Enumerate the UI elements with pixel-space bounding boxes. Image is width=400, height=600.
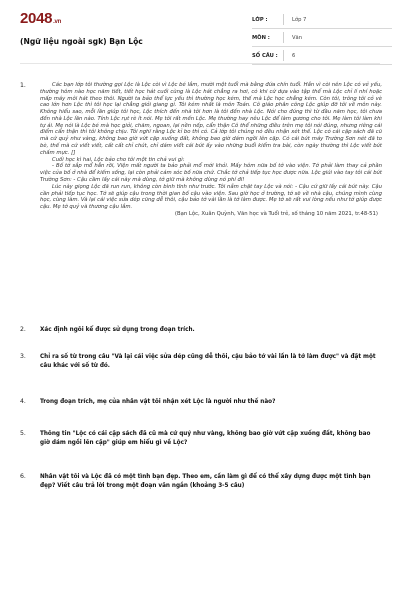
meta-label: LỚP :: [252, 16, 268, 23]
question-text: Nhân vật tôi và Lộc đã có một tình bạn đẹp. Theo em, cần làm gì để có thể xây dựng được một tình bạn đẹp? Viết câu trả lời trong một đoạn văn ngắn (khoảng 3-5 câu): [40, 474, 371, 489]
question-text: Xác định ngôi kể được sử dụng trong đoạn trích.: [40, 327, 195, 333]
question-text: Trong đoạn trích, mẹ của nhân vật tôi nhận xét Lộc là người như thế nào?: [40, 399, 276, 405]
meta-row-class: [252, 11, 392, 29]
header-divider: [20, 63, 380, 64]
document-title: (Ngữ liệu ngoài sgk) Bạn Lộc: [20, 37, 143, 46]
question-number: 3.: [20, 353, 26, 360]
question-4: [20, 398, 382, 407]
logo-main-text: 2048: [20, 10, 53, 27]
meta-table: [252, 11, 392, 65]
logo-suffix-text: .vn: [53, 19, 61, 25]
passage-paragraph: - Bố tớ sắp mổ hẳn rồi, Viện mất người ta bảo phải mổ mới khỏi. Mấy hôm nữa bố tớ vào viện. Tớ phải làm thay cả phần việc của bố ở nhà để kiếm sống, lại còn phải cám sóc bố nữa chứ. Chắc tớ chả tiếp tục học được nữa. Lộc giúi vào tay tôi cái bút Trường Sơn: - Cậu cầm lấy cái này mà dùng, tớ giữ mà không dùng nó phí đi!: [40, 163, 382, 183]
passage-paragraph: Cuối học kì hai, Lộc bảo cho tôi một tin chả vui gì:: [52, 156, 185, 163]
question-6: [20, 473, 382, 490]
meta-divider: [283, 14, 284, 25]
question-1: [20, 82, 382, 218]
question-number: 6.: [20, 473, 26, 480]
meta-value: 6: [292, 52, 296, 59]
meta-label: MÔN :: [252, 34, 270, 41]
site-logo[interactable]: [20, 10, 61, 27]
question-number: 2.: [20, 326, 26, 333]
reading-passage: [40, 82, 382, 218]
meta-row-subject: [252, 29, 392, 47]
passage-source: (Bạn Lộc, Xuân Quỳnh, Văn học và Tuổi trẻ, số tháng 10 năm 2021, tr.48-51): [174, 210, 378, 217]
question-text: Thông tin "Lộc có cái cặp sách đã cũ mà cứ quý như vàng, không bao giờ vứt cặp xuống đất, không bao giờ dám ngồi lên cặp" giúp em hiểu gì về Lộc?: [40, 431, 371, 446]
meta-divider: [283, 50, 284, 61]
question-number: 1.: [20, 82, 26, 89]
question-2: [20, 326, 382, 335]
passage-paragraph: Các bạn lớp tôi thường gọi Lộc là Lộc còi vì Lộc bé lắm, mười một tuổi mà bằng đứa chín tuổi. Hắn vì còi nên Lộc có vẻ yếu, thường hôm nào học năm tiết, tiết học hát cuối cùng là Lộc hát chẳng ra hơi, có khi cứ dựa vào tập thể mà Lộc chỉ lí nhí hoặc mấp máy môi hát theo thôi. Người ta bảo thể lực yếu thì thường học kém, thế mà Lộc học chẳng kém. Còn tôi, trông tôi cỏ vè cao lớn hơn Lộc thì tôi học lại chẳng giỏi giang gì. Tôi kém nhất là môn Toán. Cô giáo phân công Lộc giúp đỡ tôi về môn này. Không hiểu sao, mỗi lần giúp tôi học, Lộc thích đến nhà tôi hơn là tôi đến nhà Lộc. Nói cho đúng thì từ đầu năm học, tôi chưa đến nhà Lộc lần nào. Tính Lộc rụt rè ít nói. Mẹ tôi rất mến Lộc. Mẹ thường hay nêu Lộc để làm gương cho tôi. Mẹ làm tôi làm khi tự ái. Mẹ nói là Lộc bé mà học giỏi, chăm, ngoan, lại nền nếp, cẩn thận Cô thể những điều trên mẹ tôi nói đúng, nhưng riêng cái điểm cẩn thận thì tôi không chịu. Tôi nghĩ rằng Lộc kỉ bo thì có. Cả lớp tôi chúng nó đều nhận xét thế. Lộc có cái cặp sách đã cũ mà cứ quý như vàng, không bao giờ vứt cặp xuống đất, không bao giờ dám ngồi lên cặp. Có cái bút máy Trường Sơn nét đã to bè, thế mà cứ viết viết, cất cất chỉ chút, chỉ dám viết cái bút ấy vào những buổi kiểm tra bài, còn ngày thường thì Lộc viết bút chấm mực. []: [40, 82, 382, 156]
question-3: [20, 353, 382, 370]
meta-value: Văn: [292, 34, 303, 41]
passage-paragraph: Lúc này giọng Lộc đã run run, không còn bình tĩnh như trước. Tôi nắm chặt tay Lộc và nói: - Cậu cứ giữ lấy cái bút này. Cậu cần phải tiếp tục học. Tớ sẽ giúp cậu trong thời gian bố cậu vào viện. Sau giờ học ở trường, tớ sẽ về nhà cậu, chúng mình cùng học, cùng làm. Và lại cái việc sửa dép cũng dễ thôi, cậu bảo tớ vài lần là tớ làm được. Mẹ tớ sẽ rất vui lòng nếu như tớ giúp được cậu. Mẹ tớ quý và thương cậu lắm.: [40, 183, 382, 211]
meta-label: SỐ CÂU :: [252, 52, 278, 59]
question-number: 5.: [20, 430, 26, 437]
question-text: Chỉ ra số từ trong câu "Và lại cái việc sửa dép cũng dễ thôi, cậu bảo tớ vài lần là tớ làm được" và đặt một câu khác với số từ đó.: [40, 354, 376, 369]
question-number: 4.: [20, 398, 26, 405]
meta-divider: [283, 32, 284, 43]
question-5: [20, 430, 382, 447]
meta-value: Lớp 7: [292, 16, 307, 23]
